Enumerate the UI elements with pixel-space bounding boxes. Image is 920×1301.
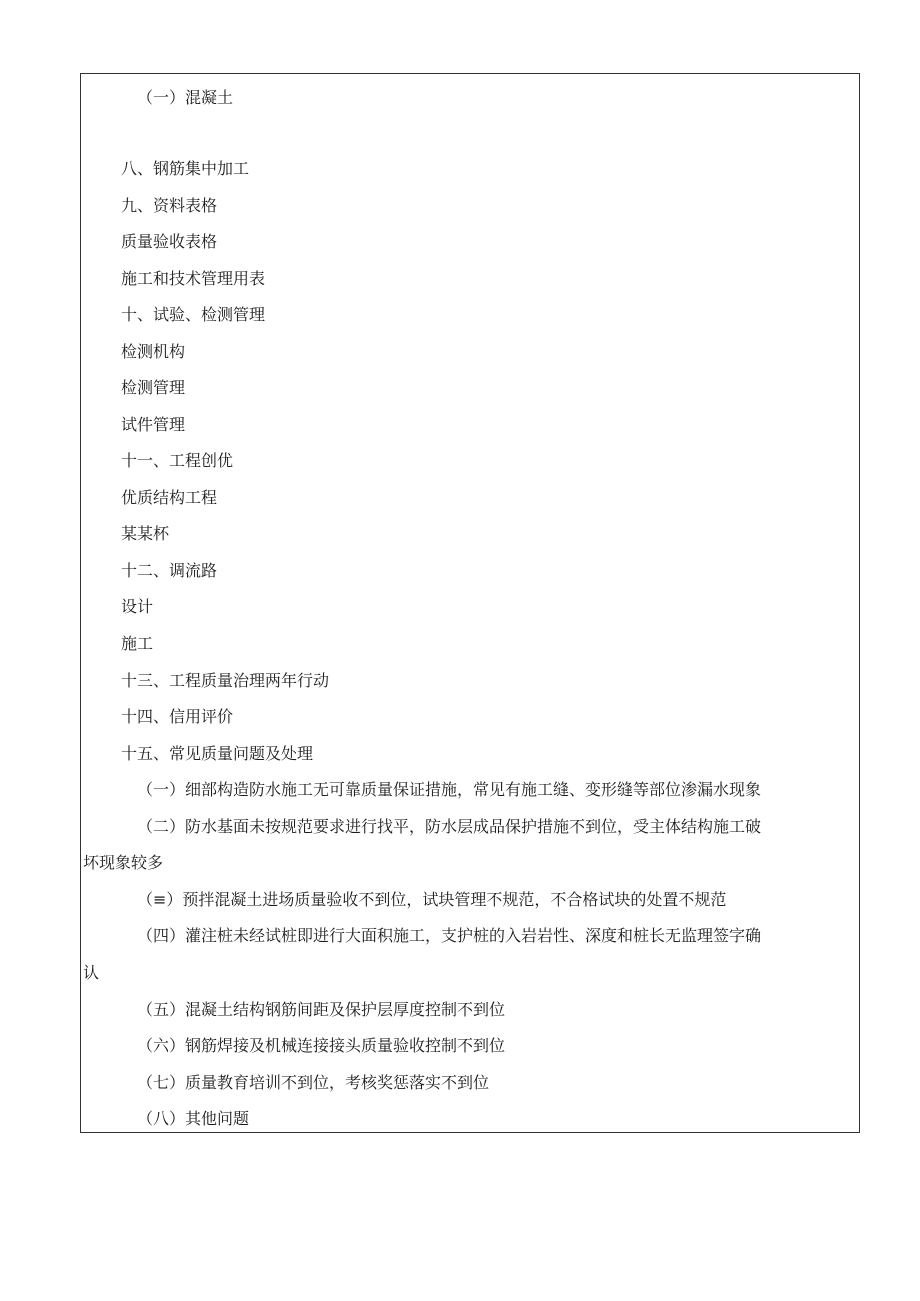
section-8-heading: 八、钢筋集中加工 [121,159,250,178]
section-14-heading: 十四、信用评价 [121,707,234,726]
section-15-heading: 十五、常见质量问题及处理 [121,744,314,763]
content-table-cell [80,73,860,1133]
list-item: 检测机构 [121,342,186,361]
issue-item-continuation: 认 [83,963,100,982]
issue-item: （五）混凝土结构钢筋间距及保护层厚度控制不到位 [137,1000,506,1019]
issue-item: （八）其他问题 [137,1109,250,1128]
issue-item: （七）质量教育培训不到位，考核奖惩落实不到位 [137,1073,490,1092]
issue-item: （二）防水基面未按规范要求进行找平，防水层成品保护措施不到位，受主体结构施工破 [137,817,762,836]
list-item: 设计 [121,597,154,616]
list-item: 某某杯 [121,524,170,543]
list-item: 试件管理 [121,415,186,434]
subheading-concrete: （一）混凝土 [137,88,234,107]
list-item: 质量验收表格 [121,232,218,251]
section-12-heading: 十二、调流路 [121,561,218,580]
list-item: 检测管理 [121,378,186,397]
issue-item: （六）钢筋焊接及机械连接接头质量验收控制不到位 [137,1036,506,1055]
issue-item: （≡）预拌混凝土进场质量验收不到位，试块管理不规范，不合格试块的处置不规范 [137,890,727,909]
section-9-heading: 九、资料表格 [121,196,218,215]
issue-item: （一）细部构造防水施工无可靠质量保证措施，常见有施工缝、变形缝等部位渗漏水现象 [137,780,762,799]
section-11-heading: 十一、工程创优 [121,451,234,470]
section-13-heading: 十三、工程质量治理两年行动 [121,671,330,690]
issue-item-continuation: 坏现象较多 [83,853,164,872]
list-item: 施工 [121,634,154,653]
section-10-heading: 十、试验、检测管理 [121,305,266,324]
list-item: 施工和技术管理用表 [121,269,266,288]
list-item: 优质结构工程 [121,488,218,507]
issue-item: （四）灌注桩未经试桩即进行大面积施工，支护桩的入岩岩性、深度和桩长无监理签字确 [137,926,762,945]
